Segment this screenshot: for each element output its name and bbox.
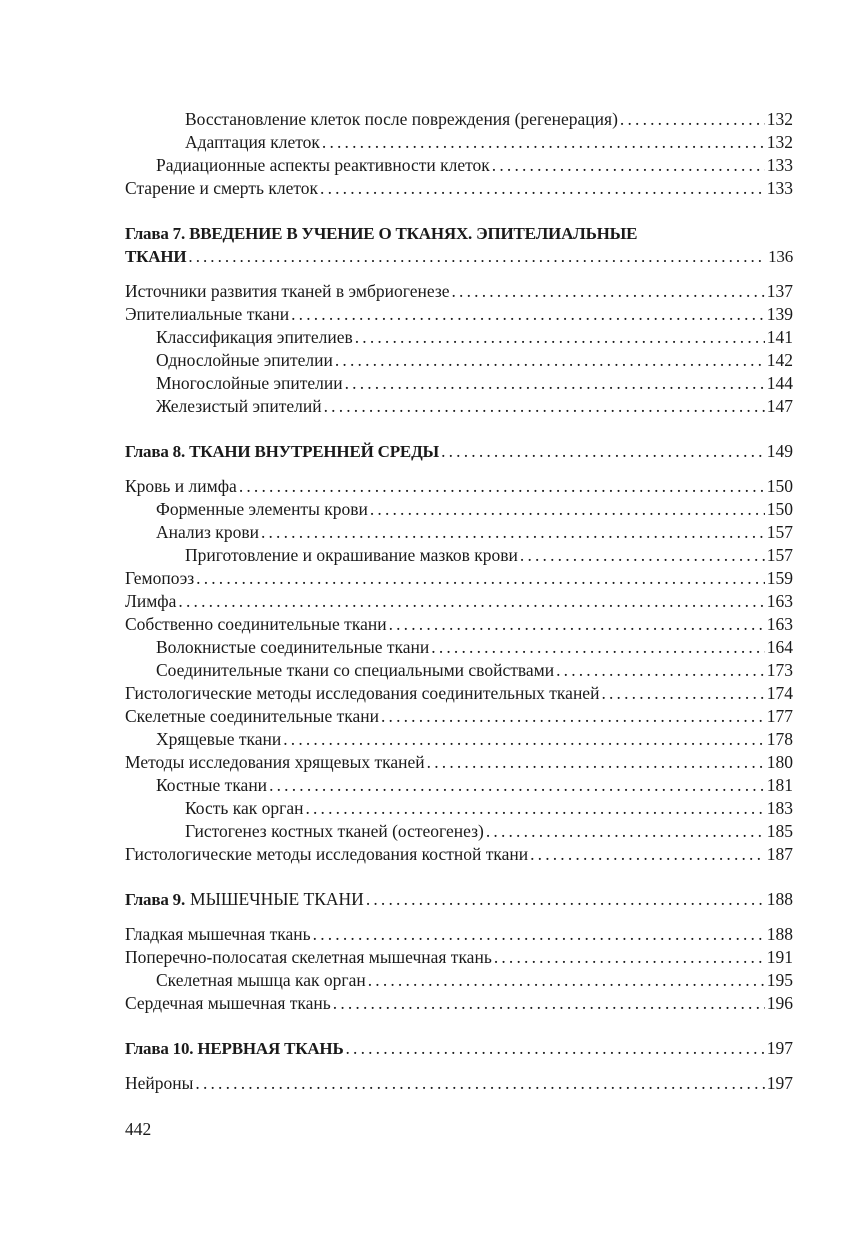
- toc-entry-page: 191: [766, 947, 793, 967]
- leader-dots: [452, 280, 765, 303]
- toc-entry-title: Железистый эпителий: [156, 396, 322, 416]
- toc-entry-title: Нейроны: [125, 1073, 194, 1093]
- leader-dots: [601, 682, 764, 705]
- leader-dots: [333, 992, 765, 1015]
- toc-entry-page: 177: [766, 706, 793, 726]
- leader-dots: [431, 636, 764, 659]
- chapter-7-heading-line2: ТКАНИ: [125, 247, 187, 266]
- toc-entry-page: 174: [766, 683, 793, 703]
- leader-dots: [291, 303, 765, 326]
- leader-dots: [313, 923, 765, 946]
- leader-dots: [370, 498, 765, 521]
- table-of-contents: [125, 108, 793, 1095]
- toc-entry-title: Гистогенез костных тканей (остеогенез): [185, 821, 484, 841]
- toc-entry-page: 157: [766, 522, 793, 542]
- toc-entry-title: Форменные элементы крови: [156, 499, 368, 519]
- leader-dots: [345, 372, 765, 395]
- toc-entry: [125, 969, 793, 992]
- chapter-10-title: Глава 10. НЕРВНАЯ ТКАНЬ: [125, 1039, 344, 1058]
- toc-entry: [125, 372, 793, 395]
- toc-entry: [125, 475, 793, 498]
- leader-dots: [178, 590, 764, 613]
- leader-dots: [283, 728, 765, 751]
- chapter-9-label: Глава 9.: [125, 890, 186, 909]
- chapter-7-page: 136: [768, 247, 793, 266]
- toc-entry-title: Поперечно-полосатая скелетная мышечная ткань: [125, 947, 492, 967]
- leader-dots: [261, 521, 765, 544]
- toc-entry-page: 180: [766, 752, 793, 772]
- toc-entry-title: Гистологические методы исследования костной ткани: [125, 844, 529, 864]
- leader-dots: [492, 154, 765, 177]
- toc-entry-page: 197: [766, 1073, 793, 1093]
- toc-entry-title: Радиационные аспекты реактивности клеток: [156, 155, 490, 175]
- toc-entry-title: Анализ крови: [156, 522, 259, 542]
- toc-entry-page: 139: [766, 304, 793, 324]
- toc-entry-title: Гладкая мышечная ткань: [125, 924, 311, 944]
- toc-entry-title: Адаптация клеток: [185, 132, 320, 152]
- chapter-8-page: 149: [766, 441, 793, 461]
- toc-entry-title: Костные ткани: [156, 775, 268, 795]
- toc-entry: [125, 521, 793, 544]
- toc-entry-page: 132: [766, 109, 793, 129]
- chapter-9-heading: [125, 888, 793, 911]
- leader-dots: [494, 946, 765, 969]
- leader-dots: [195, 1072, 764, 1095]
- chapter-8-title: Глава 8. ТКАНИ ВНУТРЕННЕЙ СРЕДЫ: [125, 442, 440, 461]
- chapter-10-page: 197: [766, 1038, 793, 1058]
- toc-entry-page: 164: [766, 637, 793, 657]
- leader-dots: [366, 888, 765, 911]
- toc-entry-page: 195: [766, 970, 793, 990]
- toc-entry-page: 173: [766, 660, 793, 680]
- toc-entry: [125, 682, 793, 705]
- toc-entry: [125, 843, 793, 866]
- toc-entry: [125, 498, 793, 521]
- leader-dots: [320, 177, 765, 200]
- toc-entry: [125, 395, 793, 418]
- toc-entry: [125, 1072, 793, 1095]
- toc-entry-title: Гистологические методы исследования соединительных тканей: [125, 683, 600, 703]
- leader-dots: [427, 751, 765, 774]
- leader-dots: [389, 613, 765, 636]
- page-number: 442: [125, 1119, 152, 1139]
- chapter-7-heading-line1: Глава 7. ВВЕДЕНИЕ В УЧЕНИЕ О ТКАНЯХ. ЭПИТЕЛИАЛЬНЫЕ: [125, 224, 638, 243]
- toc-entry-page: 187: [766, 844, 793, 864]
- toc-entry-page: 159: [766, 568, 793, 588]
- chapter-7-heading: [125, 245, 793, 268]
- leader-dots: [520, 544, 765, 567]
- toc-entry-title: Многослойные эпителии: [156, 373, 343, 393]
- toc-entry-page: 132: [766, 132, 793, 152]
- leader-dots: [486, 820, 765, 843]
- toc-entry: [125, 797, 793, 820]
- toc-entry: [125, 108, 793, 131]
- toc-entry: [125, 751, 793, 774]
- toc-entry-page: 196: [766, 993, 793, 1013]
- leader-dots: [381, 705, 765, 728]
- toc-entry-page: 141: [766, 327, 793, 347]
- toc-entry: [125, 177, 793, 200]
- chapter-8-heading: [125, 440, 793, 463]
- toc-entry-page: 163: [766, 614, 793, 634]
- toc-entry-page: 147: [766, 396, 793, 416]
- toc-entry: [125, 820, 793, 843]
- toc-entry-title: Источники развития тканей в эмбриогенезе: [125, 281, 450, 301]
- leader-dots: [269, 774, 765, 797]
- toc-entry-title: Эпителиальные ткани: [125, 304, 290, 324]
- toc-entry-title: Приготовление и окрашивание мазков крови: [185, 545, 518, 565]
- toc-entry-page: 133: [766, 155, 793, 175]
- toc-entry: [125, 567, 793, 590]
- leader-dots: [556, 659, 765, 682]
- toc-entry: [125, 590, 793, 613]
- toc-entry-page: 185: [766, 821, 793, 841]
- toc-entry-title: Волокнистые соединительные ткани: [156, 637, 430, 657]
- toc-entry-title: Восстановление клеток после повреждения (регенерация): [185, 109, 618, 129]
- toc-entry-title: Однослойные эпителии: [156, 350, 333, 370]
- toc-entry: [125, 613, 793, 636]
- leader-dots: [620, 108, 765, 131]
- leader-dots: [324, 395, 765, 418]
- toc-entry-page: 183: [766, 798, 793, 818]
- toc-entry: [125, 992, 793, 1015]
- toc-entry: [125, 544, 793, 567]
- toc-entry-title: Классификация эпителиев: [156, 327, 353, 347]
- toc-entry: [125, 131, 793, 154]
- toc-entry: [125, 280, 793, 303]
- toc-entry-title: Старение и смерть клеток: [125, 178, 319, 198]
- toc-entry: [125, 659, 793, 682]
- toc-entry: [125, 326, 793, 349]
- chapter-9-title: МЫШЕЧНЫЕ ТКАНИ: [190, 889, 364, 909]
- toc-entry-title: Сердечная мышечная ткань: [125, 993, 331, 1013]
- toc-entry: [125, 774, 793, 797]
- leader-dots: [305, 797, 764, 820]
- toc-entry: [125, 728, 793, 751]
- toc-entry-page: 188: [766, 924, 793, 944]
- toc-entry-page: 181: [766, 775, 793, 795]
- toc-entry: [125, 349, 793, 372]
- toc-entry-page: 157: [766, 545, 793, 565]
- leader-dots: [530, 843, 765, 866]
- toc-entry-title: Хрящевые ткани: [156, 729, 282, 749]
- toc-entry: [125, 923, 793, 946]
- leader-dots: [322, 131, 765, 154]
- toc-entry-page: 133: [766, 178, 793, 198]
- toc-entry-page: 142: [766, 350, 793, 370]
- toc-entry-title: Лимфа: [125, 591, 177, 611]
- leader-dots: [368, 969, 765, 992]
- toc-entry-page: 163: [766, 591, 793, 611]
- chapter-9-page: 188: [766, 889, 793, 909]
- leader-dots: [345, 1037, 764, 1060]
- leader-dots: [188, 245, 766, 268]
- toc-entry-page: 178: [766, 729, 793, 749]
- leader-dots: [239, 475, 765, 498]
- toc-entry: [125, 303, 793, 326]
- toc-entry: [125, 154, 793, 177]
- toc-entry: [125, 636, 793, 659]
- toc-entry-title: Гемопоэз: [125, 568, 195, 588]
- toc-entry-page: 150: [766, 476, 793, 496]
- toc-entry-title: Скелетная мышца как орган: [156, 970, 366, 990]
- toc-entry-page: 137: [766, 281, 793, 301]
- toc-entry-title: Методы исследования хрящевых тканей: [125, 752, 425, 772]
- toc-entry-title: Скелетные соединительные ткани: [125, 706, 379, 726]
- toc-entry-page: 144: [766, 373, 793, 393]
- leader-dots: [441, 440, 765, 463]
- toc-entry-page: 150: [766, 499, 793, 519]
- toc-entry-title: Кость как орган: [185, 798, 304, 818]
- toc-entry-title: Кровь и лимфа: [125, 476, 237, 496]
- toc-entry-title: Соединительные ткани со специальными свойствами: [156, 660, 555, 680]
- leader-dots: [196, 567, 765, 590]
- leader-dots: [355, 326, 765, 349]
- toc-entry: [125, 705, 793, 728]
- leader-dots: [335, 349, 765, 372]
- toc-entry-title: Собственно соединительные ткани: [125, 614, 387, 634]
- chapter-10-heading: [125, 1037, 793, 1060]
- toc-entry: [125, 946, 793, 969]
